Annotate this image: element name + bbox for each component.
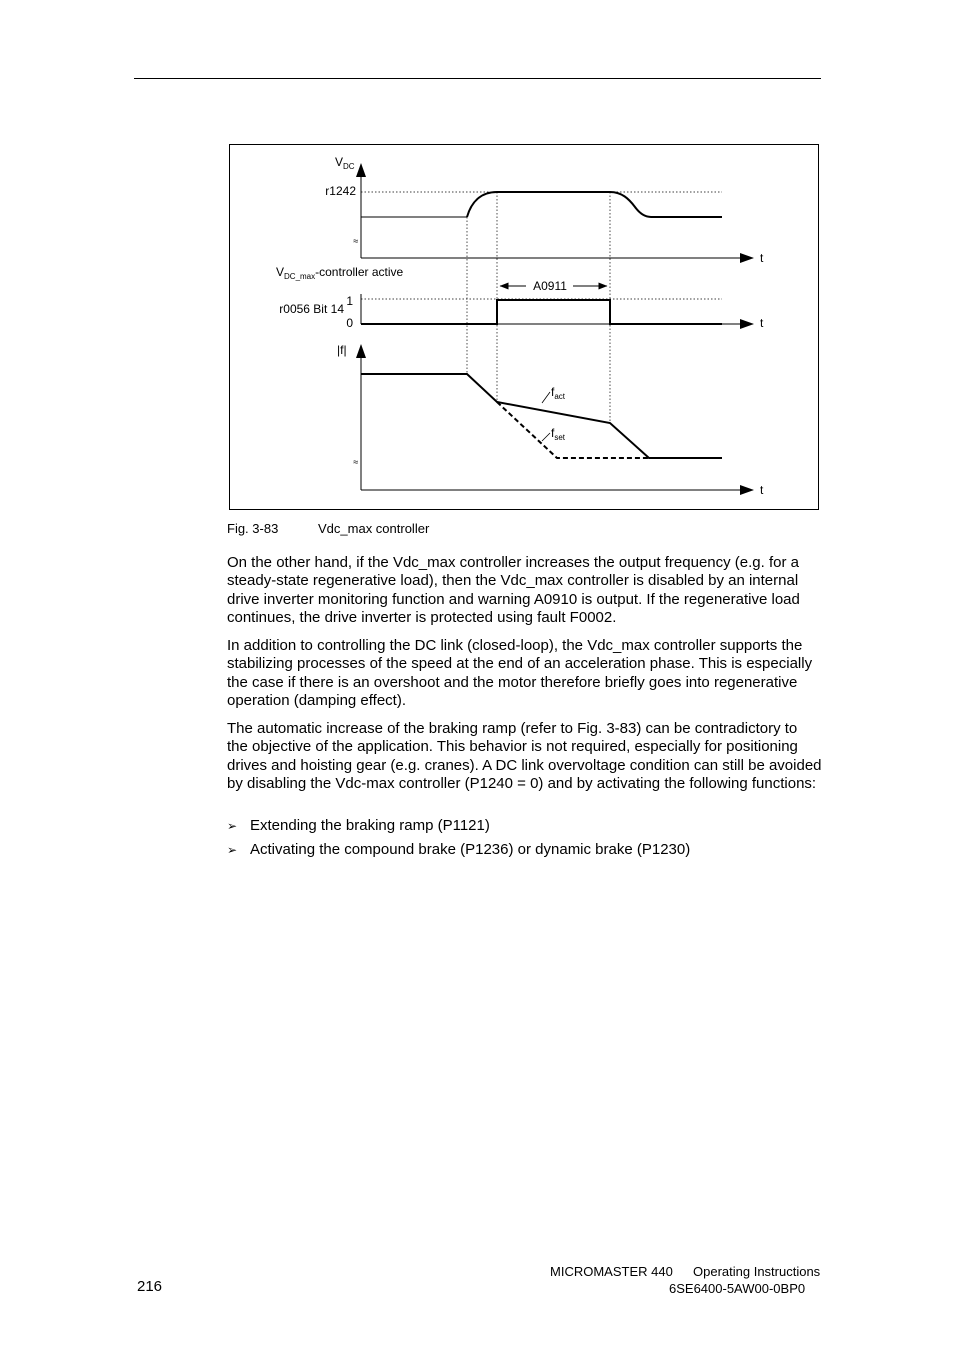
bullet-item-1: [227, 817, 490, 835]
freq-label: |f|: [337, 343, 347, 357]
f-set-leader: [542, 433, 550, 441]
f-act-leader: [542, 392, 550, 403]
figure-title: Vdc_max controller: [318, 521, 430, 536]
figure-vdc-max-controller: [229, 144, 819, 510]
footer-order-number: 6SE6400-5AW00-0BP0: [669, 1281, 806, 1296]
paragraph-1: On the other hand, if the Vdc_max controller increases the output frequency (e.g. for a steady-state regenerative load), then the Vdc_max controller is disabled by an internal drive inverter monitoring function and warning A0910 is output. If the regenerative load continues, the drive inverter is protected using fault F0002.: [227, 554, 800, 627]
bullet-arrow-icon: ➢: [227, 843, 238, 857]
f-set-label: $f_{set}$: [551, 426, 566, 442]
figure-caption: [227, 521, 429, 536]
vdc-label: $V_{DC}$: [335, 155, 355, 171]
axis-break-freq: ≈: [353, 457, 358, 467]
level-zero-label: 0: [346, 316, 353, 330]
t-label-ctrl: t: [760, 316, 764, 330]
t-label-vdc: t: [760, 251, 764, 265]
r1242-label: r1242: [325, 184, 356, 198]
footer-product-name: MICROMASTER 440: [550, 1264, 673, 1279]
figure-number: Fig. 3-83: [227, 521, 279, 536]
paragraph-3: The automatic increase of the braking ramp (refer to Fig. 3-83) can be contradictory to the objective of the application. This behavior is not required, especially for positioning drives and hoisting gear (e.g. cranes). A DC link overvoltage condition can still be avoided by disabling the Vdc-max controller (P1240 = 0) and by activating the following functions:: [227, 720, 822, 793]
ctrl-active-signal: [361, 300, 722, 324]
controller-active-label: $V_{DC\_max}$-controller active: [276, 265, 404, 281]
footer-doc-type: Operating Instructions: [693, 1264, 821, 1279]
bullet-item-2: [227, 841, 690, 859]
r0056-bit14-label: r0056 Bit 14: [279, 302, 344, 316]
bullet-arrow-icon: ➢: [227, 819, 238, 833]
timing-diagram: [230, 145, 818, 509]
paragraph-2: In addition to controlling the DC link (closed-loop), the Vdc_max controller supports the stabilizing processes of the speed at the end of an acceleration phase. This is especially the case if there is an overshoot and the motor therefore briefly goes into regenerative operation (damping effect).: [227, 637, 813, 710]
header-rule: [134, 78, 821, 79]
f-act-label: $f_{act}$: [551, 385, 566, 401]
t-label-freq: t: [760, 483, 764, 497]
level-one-label: 1: [346, 294, 353, 308]
f-set-curve: [497, 402, 649, 458]
page-number: 216: [137, 1278, 163, 1295]
bullet-text-1: Extending the braking ramp (P1121): [250, 817, 490, 834]
axis-break-vdc: ≈: [353, 236, 358, 246]
bullet-text-2: Activating the compound brake (P1236) or dynamic brake (P1230): [250, 841, 691, 858]
a0911-label: A0911: [533, 279, 567, 293]
f-act-curve: [361, 374, 722, 458]
vdc-curve: [467, 192, 722, 217]
